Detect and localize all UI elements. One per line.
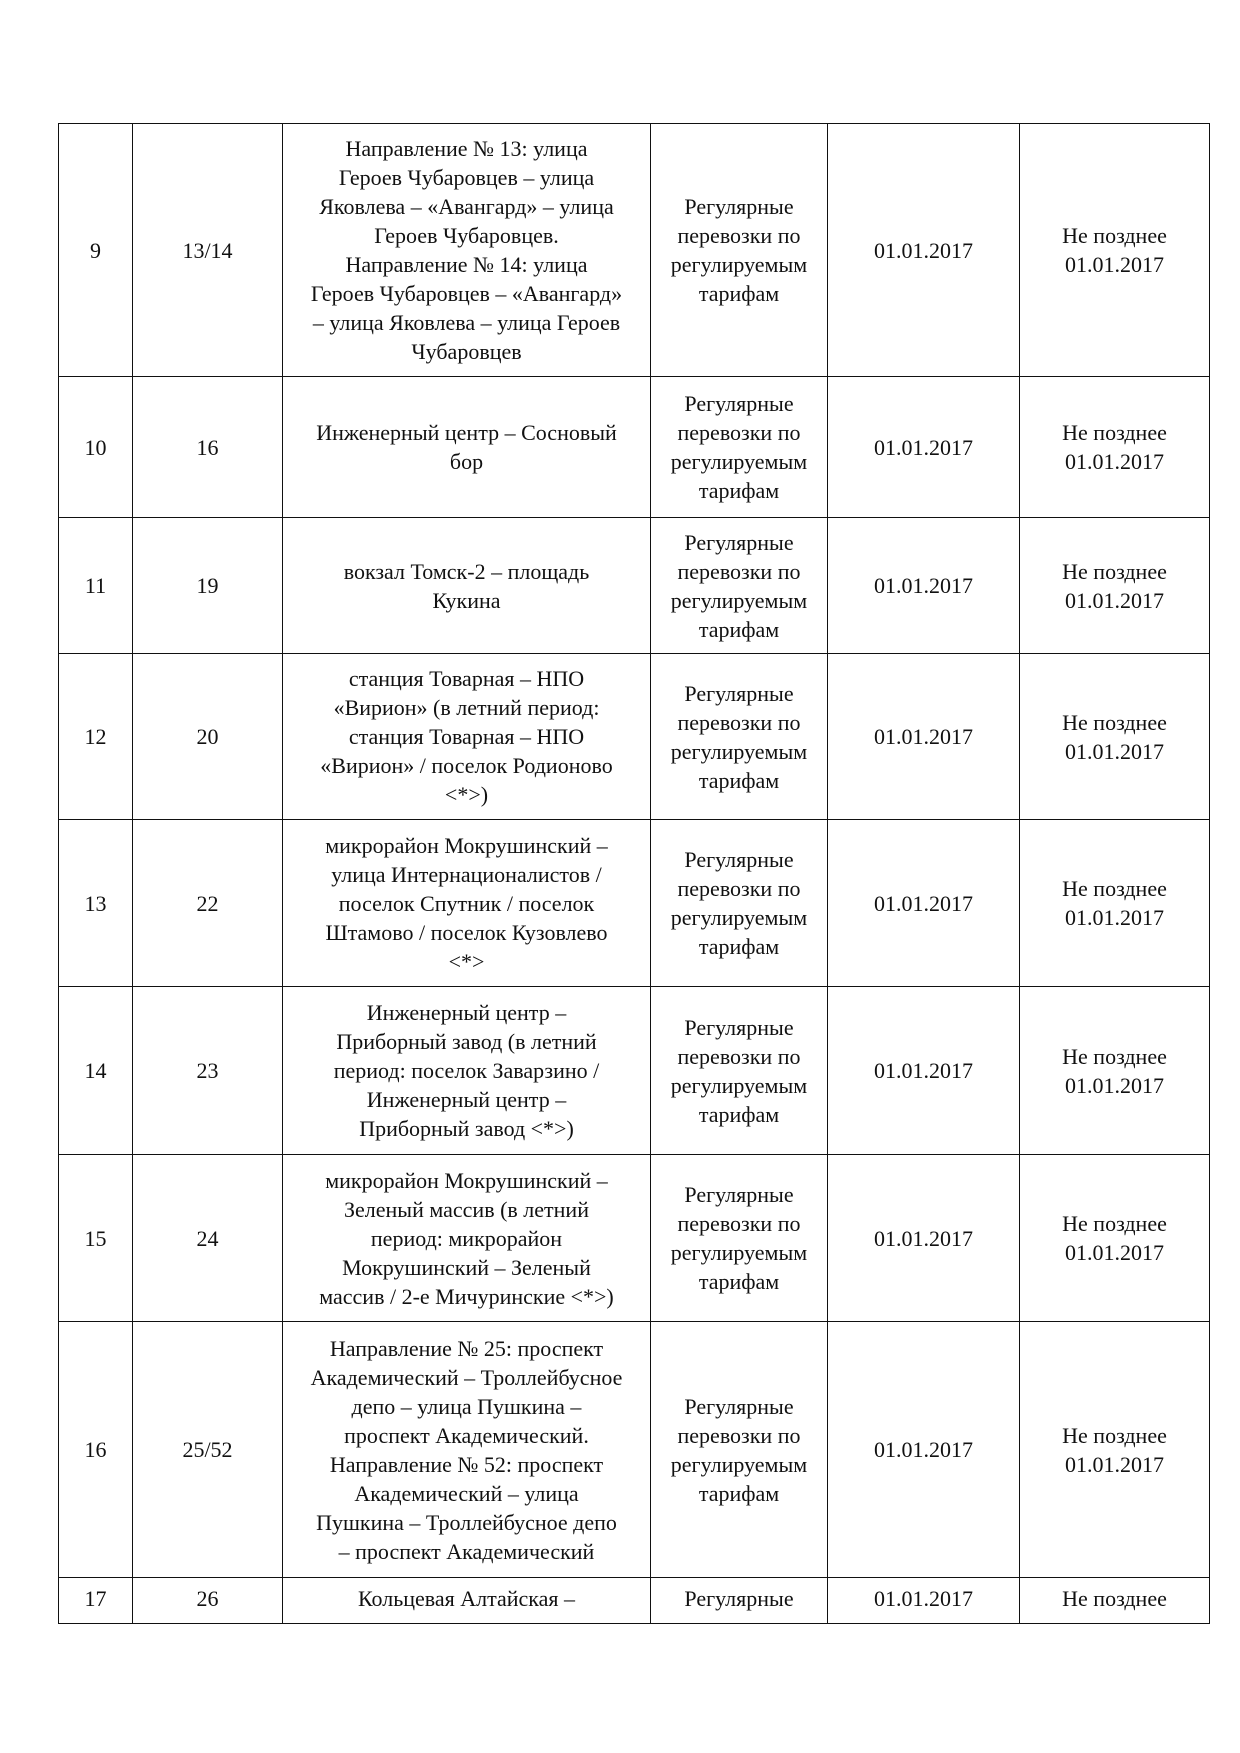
table-row: [59, 377, 1210, 518]
route-line: депо – улица Пушкина –: [351, 1393, 582, 1419]
route-line: – улица Яковлева – улица Героев: [312, 310, 621, 335]
type-line: тарифам: [698, 1480, 780, 1506]
type-line: перевозки по: [677, 709, 801, 735]
route-line: бор: [449, 449, 484, 474]
route-name-cell: [283, 377, 651, 518]
route-line: Кольцевая Алтайская –: [357, 1586, 576, 1611]
deadline-line: 01.01.2017: [1065, 587, 1164, 613]
start-date-cell: 01.01.2017: [828, 987, 1020, 1155]
routes-table: [58, 123, 1210, 1624]
route-line: Инженерный центр – Сосновый: [316, 420, 617, 445]
type-line: регулируемым: [670, 1240, 808, 1265]
route-number-cell: 23: [133, 987, 283, 1155]
route-line: <*>: [448, 948, 485, 974]
route-name-cell: [283, 1322, 651, 1578]
transport-type-cell: [651, 1155, 828, 1322]
transport-type-cell: [651, 377, 828, 518]
type-line: Регулярные: [684, 1586, 794, 1611]
type-line: тарифам: [698, 616, 780, 642]
type-line: Регулярные: [684, 529, 794, 555]
route-line: Мокрушинский – Зеленый: [342, 1254, 591, 1280]
type-line: перевозки по: [677, 223, 801, 248]
route-line: «Вирион» / поселок Родионово: [320, 753, 613, 778]
row-number-cell: 11: [59, 518, 133, 654]
transport-type-cell: [651, 124, 828, 377]
deadline-line: Не позднее: [1062, 709, 1167, 735]
deadline-line: 01.01.2017: [1065, 905, 1164, 930]
type-line: перевозки по: [677, 558, 801, 584]
route-line: Героев Чубаровцев – улица: [338, 165, 595, 190]
type-line: перевозки по: [677, 876, 801, 901]
route-line: поселок Спутник / поселок: [338, 890, 595, 916]
type-line: регулируемым: [670, 905, 808, 930]
route-name-cell: [283, 820, 651, 987]
deadline-line: 01.01.2017: [1065, 1240, 1164, 1265]
type-line: Регулярные: [684, 1014, 794, 1040]
route-line: Пушкина – Троллейбусное депо: [316, 1509, 617, 1535]
route-line: Героев Чубаровцев – «Авангард»: [310, 281, 623, 306]
route-line: Яковлева – «Авангард» – улица: [319, 194, 614, 219]
type-line: регулируемым: [670, 449, 808, 474]
row-number-cell: 10: [59, 377, 133, 518]
type-line: регулируемым: [670, 252, 808, 277]
start-date-cell: 01.01.2017: [828, 654, 1020, 820]
type-line: тарифам: [698, 478, 780, 503]
route-number-cell: 24: [133, 1155, 283, 1322]
route-name-cell: [283, 654, 651, 820]
route-number-cell: 25/52: [133, 1322, 283, 1578]
table-row: [59, 987, 1210, 1155]
row-number-cell: 14: [59, 987, 133, 1155]
type-line: перевозки по: [677, 1211, 801, 1236]
row-number-cell: 12: [59, 654, 133, 820]
route-number-cell: 16: [133, 377, 283, 518]
route-number-cell: 19: [133, 518, 283, 654]
deadline-line: Не позднее: [1062, 1586, 1167, 1611]
route-line: Академический – Троллейбусное: [310, 1364, 623, 1390]
route-line: Приборный завод <*>): [359, 1116, 574, 1141]
type-line: Регулярные: [684, 194, 794, 219]
route-line: Кукина: [432, 587, 501, 613]
transport-type-cell: [651, 1322, 828, 1578]
route-line: Чубаровцев: [411, 339, 522, 364]
deadline-line: Не позднее: [1062, 876, 1167, 901]
deadline-cell: [1020, 1155, 1210, 1322]
type-line: тарифам: [698, 934, 780, 959]
type-line: регулируемым: [670, 587, 808, 613]
deadline-line: Не позднее: [1062, 558, 1167, 584]
start-date-cell: 01.01.2017: [828, 820, 1020, 987]
deadline-line: 01.01.2017: [1065, 738, 1164, 764]
route-line: Зеленый массив (в летний: [344, 1196, 589, 1222]
route-line: Инженерный центр –: [366, 1087, 567, 1112]
type-line: регулируемым: [670, 1072, 808, 1098]
route-name-cell: [283, 518, 651, 654]
start-date-cell: 01.01.2017: [828, 1578, 1020, 1624]
route-name-cell: [283, 1155, 651, 1322]
start-date-cell: 01.01.2017: [828, 377, 1020, 518]
route-line: Приборный завод (в летний: [336, 1029, 597, 1054]
type-line: Регулярные: [684, 847, 794, 872]
deadline-cell: [1020, 1578, 1210, 1624]
route-line: Героев Чубаровцев.: [374, 223, 559, 248]
route-line: Штамово / поселок Кузовлево: [325, 919, 608, 945]
type-line: регулируемым: [670, 1451, 808, 1477]
type-line: перевозки по: [677, 1422, 801, 1448]
type-line: Регулярные: [684, 680, 794, 706]
route-line: Академический – улица: [354, 1480, 579, 1506]
route-line: массив / 2-е Мичуринские <*>): [319, 1283, 614, 1309]
type-line: тарифам: [698, 281, 780, 306]
deadline-line: Не позднее: [1062, 420, 1167, 445]
deadline-cell: [1020, 654, 1210, 820]
route-line: Направление № 13: улица: [345, 136, 588, 161]
deadline-cell: [1020, 124, 1210, 377]
start-date-cell: 01.01.2017: [828, 124, 1020, 377]
route-name-cell: [283, 987, 651, 1155]
table-row: [59, 1322, 1210, 1578]
deadline-cell: [1020, 1322, 1210, 1578]
deadline-line: Не позднее: [1062, 1422, 1167, 1448]
deadline-line: Не позднее: [1062, 1211, 1167, 1236]
route-line: Направление № 14: улица: [345, 252, 588, 277]
route-line: период: поселок Заварзино /: [333, 1058, 600, 1083]
route-line: улица Интернационалистов /: [331, 861, 602, 887]
deadline-line: 01.01.2017: [1065, 252, 1164, 277]
route-number-cell: 20: [133, 654, 283, 820]
deadline-line: 01.01.2017: [1065, 1451, 1164, 1477]
route-name-cell: [283, 1578, 651, 1624]
route-line: период: микрорайон: [370, 1225, 563, 1251]
deadline-cell: [1020, 377, 1210, 518]
table-row: [59, 1155, 1210, 1322]
table-row: [59, 820, 1210, 987]
route-line: Инженерный центр –: [366, 1000, 567, 1025]
type-line: Регулярные: [684, 1182, 794, 1207]
row-number-cell: 13: [59, 820, 133, 987]
deadline-cell: [1020, 518, 1210, 654]
type-line: регулируемым: [670, 738, 808, 764]
deadline-cell: [1020, 820, 1210, 987]
type-line: Регулярные: [684, 391, 794, 416]
type-line: тарифам: [698, 767, 780, 793]
type-line: Регулярные: [684, 1393, 794, 1419]
deadline-line: 01.01.2017: [1065, 449, 1164, 474]
deadline-line: Не позднее: [1062, 223, 1167, 248]
start-date-cell: 01.01.2017: [828, 1322, 1020, 1578]
route-line: микрорайон Мокрушинский –: [325, 1167, 608, 1193]
route-line: станция Товарная – НПО: [348, 724, 585, 749]
type-line: перевозки по: [677, 1043, 801, 1069]
transport-type-cell: [651, 820, 828, 987]
route-line: Направление № 25: проспект: [329, 1335, 604, 1361]
deadline-cell: [1020, 987, 1210, 1155]
route-name-cell: [283, 124, 651, 377]
table-row: [59, 124, 1210, 377]
row-number-cell: 15: [59, 1155, 133, 1322]
route-number-cell: 13/14: [133, 124, 283, 377]
route-line: <*>): [444, 782, 489, 807]
row-number-cell: 16: [59, 1322, 133, 1578]
type-line: тарифам: [698, 1101, 780, 1127]
route-line: Направление № 52: проспект: [329, 1451, 604, 1477]
route-line: станция Товарная – НПО: [348, 666, 585, 691]
deadline-line: Не позднее: [1062, 1043, 1167, 1069]
table-row: [59, 654, 1210, 820]
transport-type-cell: [651, 654, 828, 820]
transport-type-cell: [651, 518, 828, 654]
transport-type-cell: [651, 1578, 828, 1624]
route-line: микрорайон Мокрушинский –: [325, 832, 608, 858]
start-date-cell: 01.01.2017: [828, 518, 1020, 654]
route-line: проспект Академический.: [344, 1422, 589, 1448]
start-date-cell: 01.01.2017: [828, 1155, 1020, 1322]
transport-type-cell: [651, 987, 828, 1155]
route-number-cell: 22: [133, 820, 283, 987]
type-line: перевозки по: [677, 420, 801, 445]
route-line: «Вирион» (в летний период:: [333, 695, 600, 720]
route-number-cell: 26: [133, 1578, 283, 1624]
row-number-cell: 9: [59, 124, 133, 377]
row-number-cell: 17: [59, 1578, 133, 1624]
deadline-line: 01.01.2017: [1065, 1072, 1164, 1098]
table-row: [59, 518, 1210, 654]
type-line: тарифам: [698, 1269, 780, 1294]
route-line: – проспект Академический: [338, 1538, 595, 1564]
table-row: [59, 1578, 1210, 1624]
route-line: вокзал Томск-2 – площадь: [343, 558, 590, 584]
